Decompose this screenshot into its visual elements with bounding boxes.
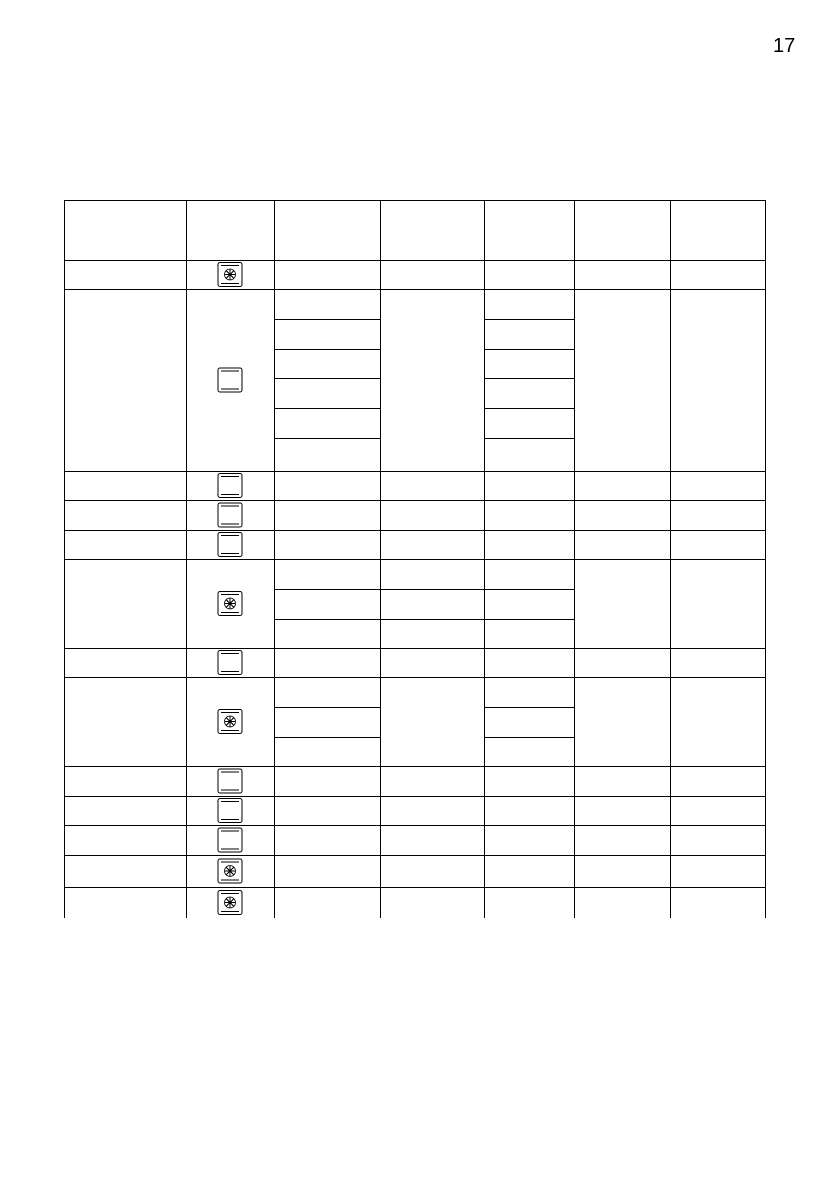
conventional-icon [218, 368, 242, 392]
table-grid [64, 200, 766, 918]
fan-icon [218, 710, 242, 734]
conventional-icon [218, 799, 242, 823]
table-icons [218, 263, 242, 915]
page-number: 17 [773, 35, 796, 57]
conventional-icon [218, 769, 242, 793]
conventional-icon [218, 533, 242, 557]
conventional-icon [218, 651, 242, 675]
conventional-icon [218, 828, 242, 852]
fan-icon [218, 263, 242, 287]
fan-icon [218, 859, 242, 883]
fan-icon [218, 592, 242, 616]
conventional-icon [218, 503, 242, 527]
conventional-icon [218, 474, 242, 498]
cooking-table [64, 200, 766, 918]
fan-icon [218, 891, 242, 915]
